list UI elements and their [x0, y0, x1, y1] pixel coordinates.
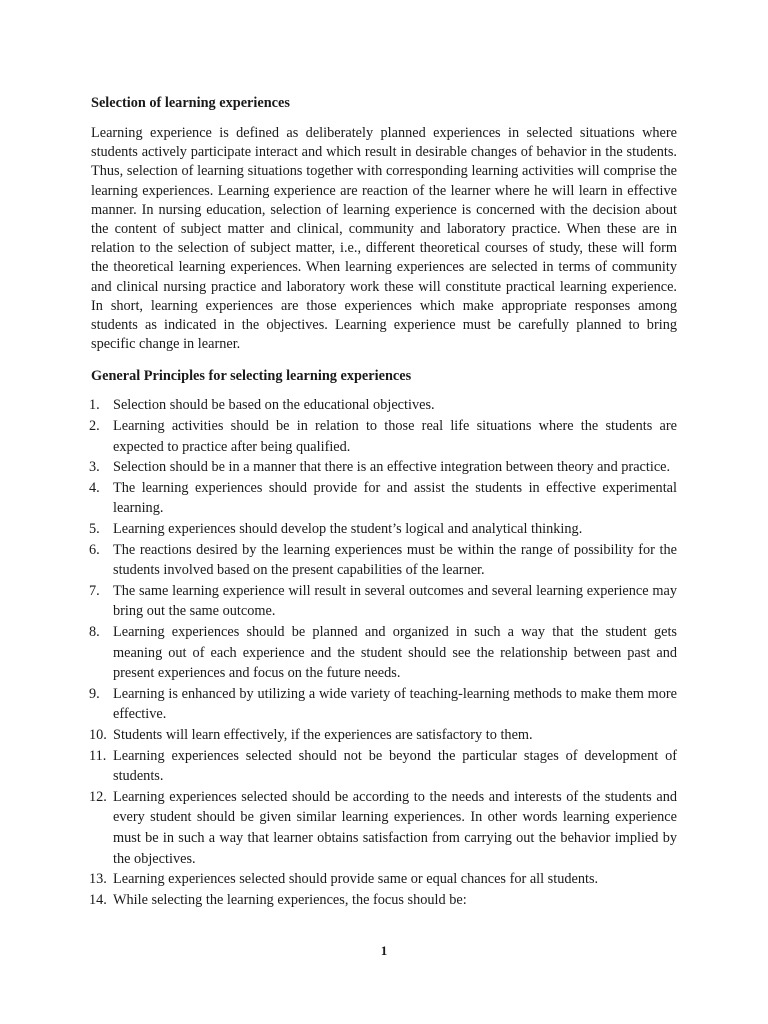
list-item-text: Learning is enhanced by utilizing a wide variety of teaching-learning methods to make them more effective.	[113, 685, 677, 723]
list-item-number: 14.	[89, 891, 107, 908]
list-item-number: 3.	[89, 459, 100, 476]
list-item-number: 11.	[89, 747, 107, 764]
body-paragraph: Learning experience is defined as deliberately planned experiences in selected situations where students actively participate interact and which result in desirable changes of behavior in the students. Thus, selection of learning situations together with corresponding learning activities will comprise the learning experiences. Learning experience are reaction of the learner where he will learn in effective manner. In nursing education, selection of learning experience is concerned with the decision about the content of subject matter and clinical, community and laboratory practice. When these are in relation to the selection of subject matter, i.e., different theoretical courses of study, these will form the theoretical learning experiences. When learning experiences are selected in terms of community and clinical nursing practice and laboratory work these will constitute practical learning experience. In short, learning experiences are those experiences which make appropriate responses among students as indicated in the objectives. Learning experience must be carefully planned to bring specific change in learner.	[91, 125, 677, 353]
list-item	[91, 395, 677, 416]
list-item	[91, 478, 677, 519]
list-item-number: 4.	[89, 479, 100, 496]
list-item-number: 5.	[89, 521, 100, 537]
section-heading-principles: General Principles for selecting learning experiences	[91, 368, 412, 385]
list-item	[91, 519, 677, 540]
list-item-text: Selection should be based on the educational objectives.	[113, 397, 435, 414]
list-item-text: Learning experiences selected should provide same or equal chances for all students.	[113, 871, 599, 888]
list-item	[91, 746, 677, 787]
list-item	[91, 890, 677, 911]
list-item	[91, 457, 677, 478]
list-item-text: The reactions desired by the learning experiences must be within the range of possibility for the students involved based on the present capabilities of the learner.	[113, 541, 677, 579]
list-item-text: Learning experiences selected should be according to the needs and interests of the students and every student should be given similar learning experiences. In other words learning experience must be in such a way that learner obtains satisfaction from carrying out the behavior implied by the objectives.	[113, 788, 677, 867]
page-number: 1	[380, 943, 388, 958]
list-item-number: 1.	[89, 397, 100, 414]
list-item-number: 9.	[89, 685, 100, 702]
list-item	[91, 540, 677, 581]
list-item	[91, 787, 677, 869]
list-item-number: 13.	[89, 871, 107, 888]
list-item	[91, 622, 677, 684]
list-item-number: 12.	[89, 788, 107, 805]
list-item-number: 7.	[89, 582, 100, 599]
document-page	[91, 93, 677, 910]
list-item-text: Learning activities should be in relation to those real life situations where the students are expected to practice after being qualified.	[113, 418, 677, 455]
list-item-text: The same learning experience will result in several outcomes and several learning experience may bring out the same outcome.	[113, 582, 677, 620]
list-item-text: Learning experiences should be planned and organized in such a way that the student gets meaning out of each experience and the student should see the relationship between past and present experiences and focus on the future needs.	[113, 623, 677, 682]
section-heading-selection: Selection of learning experiences	[91, 95, 290, 111]
list-item	[91, 725, 677, 746]
list-item-number: 8.	[89, 623, 100, 640]
list-item-number: 10.	[89, 726, 107, 743]
list-item	[91, 869, 677, 890]
list-item-number: 2.	[89, 418, 100, 435]
list-item	[91, 684, 677, 725]
principles-list	[91, 395, 677, 910]
list-item-text: The learning experiences should provide for and assist the students in effective experimental learning.	[113, 479, 677, 517]
list-item-number: 6.	[89, 541, 100, 558]
list-item	[91, 416, 677, 457]
list-item-text: Learning experiences selected should not be beyond the particular stages of development of students.	[113, 747, 677, 785]
list-item-text: Selection should be in a manner that there is an effective integration between theory and practice.	[113, 459, 671, 476]
list-item-text: Learning experiences should develop the student’s logical and analytical thinking.	[113, 521, 583, 537]
list-item	[91, 581, 677, 622]
list-item-text: While selecting the learning experiences, the focus should be:	[113, 891, 467, 908]
list-item-text: Students will learn effectively, if the experiences are satisfactory to them.	[113, 726, 533, 743]
